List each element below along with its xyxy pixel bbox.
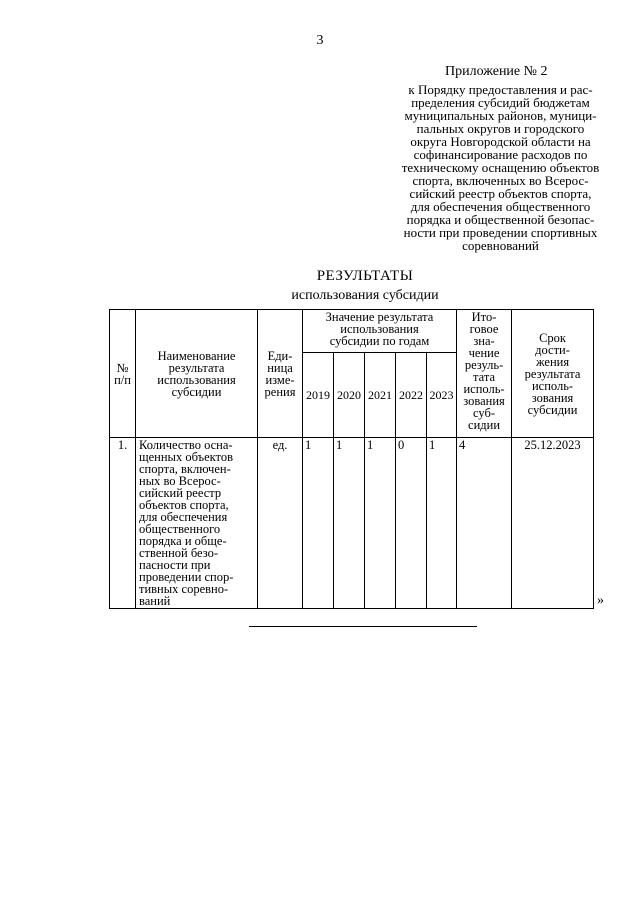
header-unit: Еди- ница изме- рения [258,310,303,438]
document-title: РЕЗУЛЬТАТЫ [316,268,414,284]
header-name: Наименование результата использования субсидии [136,310,258,438]
table-row [110,438,594,609]
header-year-2022: 2022 [396,353,427,438]
header-num: № п/п [110,310,136,438]
appendix-text: к Порядку предоставления и рас- пределения субсидий бюджетам муниципальных районов, муници- пальных округов и городского округа Новгородской области на софинансирование расходов по техническому оснащению объектов спорта, включенных во Всерос- сийский реестр объектов спорта, для обеспечения общественного порядка и общественной безопас- ности при проведении спортивных соревнований [401,82,600,253]
row-num: 1. [110,438,136,609]
row-value-2021: 1 [365,438,396,609]
header-row-top [110,310,594,353]
appendix-title: Приложение № 2 [445,64,548,79]
closing-quote: » [597,593,604,608]
header-year-2021: 2021 [365,353,396,438]
header-year-2023: 2023 [427,353,457,438]
bottom-rule [249,626,477,627]
row-deadline: 25.12.2023 [512,438,594,609]
document-subtitle: использования субсидии [291,288,439,303]
row-value-2019: 1 [303,438,334,609]
header-deadline: Срок дости- жения результата исполь- зования субсидии [512,310,594,438]
row-value-2020: 1 [334,438,365,609]
row-unit: ед. [258,438,303,609]
row-value-2023: 1 [427,438,457,609]
header-year-2020: 2020 [334,353,365,438]
header-total: Ито- говое зна- чение резуль- тата исполь- зования суб- сидии [457,310,512,438]
header-values-group: Значение результата использования субсидии по годам [303,310,457,353]
page-number: 3 [316,33,324,48]
row-value-2022: 0 [396,438,427,609]
results-table [109,309,594,609]
header-year-2019: 2019 [303,353,334,438]
row-name: Количество осна- щенных объектов спорта, включен- ных во Всерос- сийский реестр объектов спорта, для обеспечения общественного порядка и обще- ственной безо- пасности при проведении спор- тивных соревно- ваний [136,438,258,609]
row-total: 4 [457,438,512,609]
